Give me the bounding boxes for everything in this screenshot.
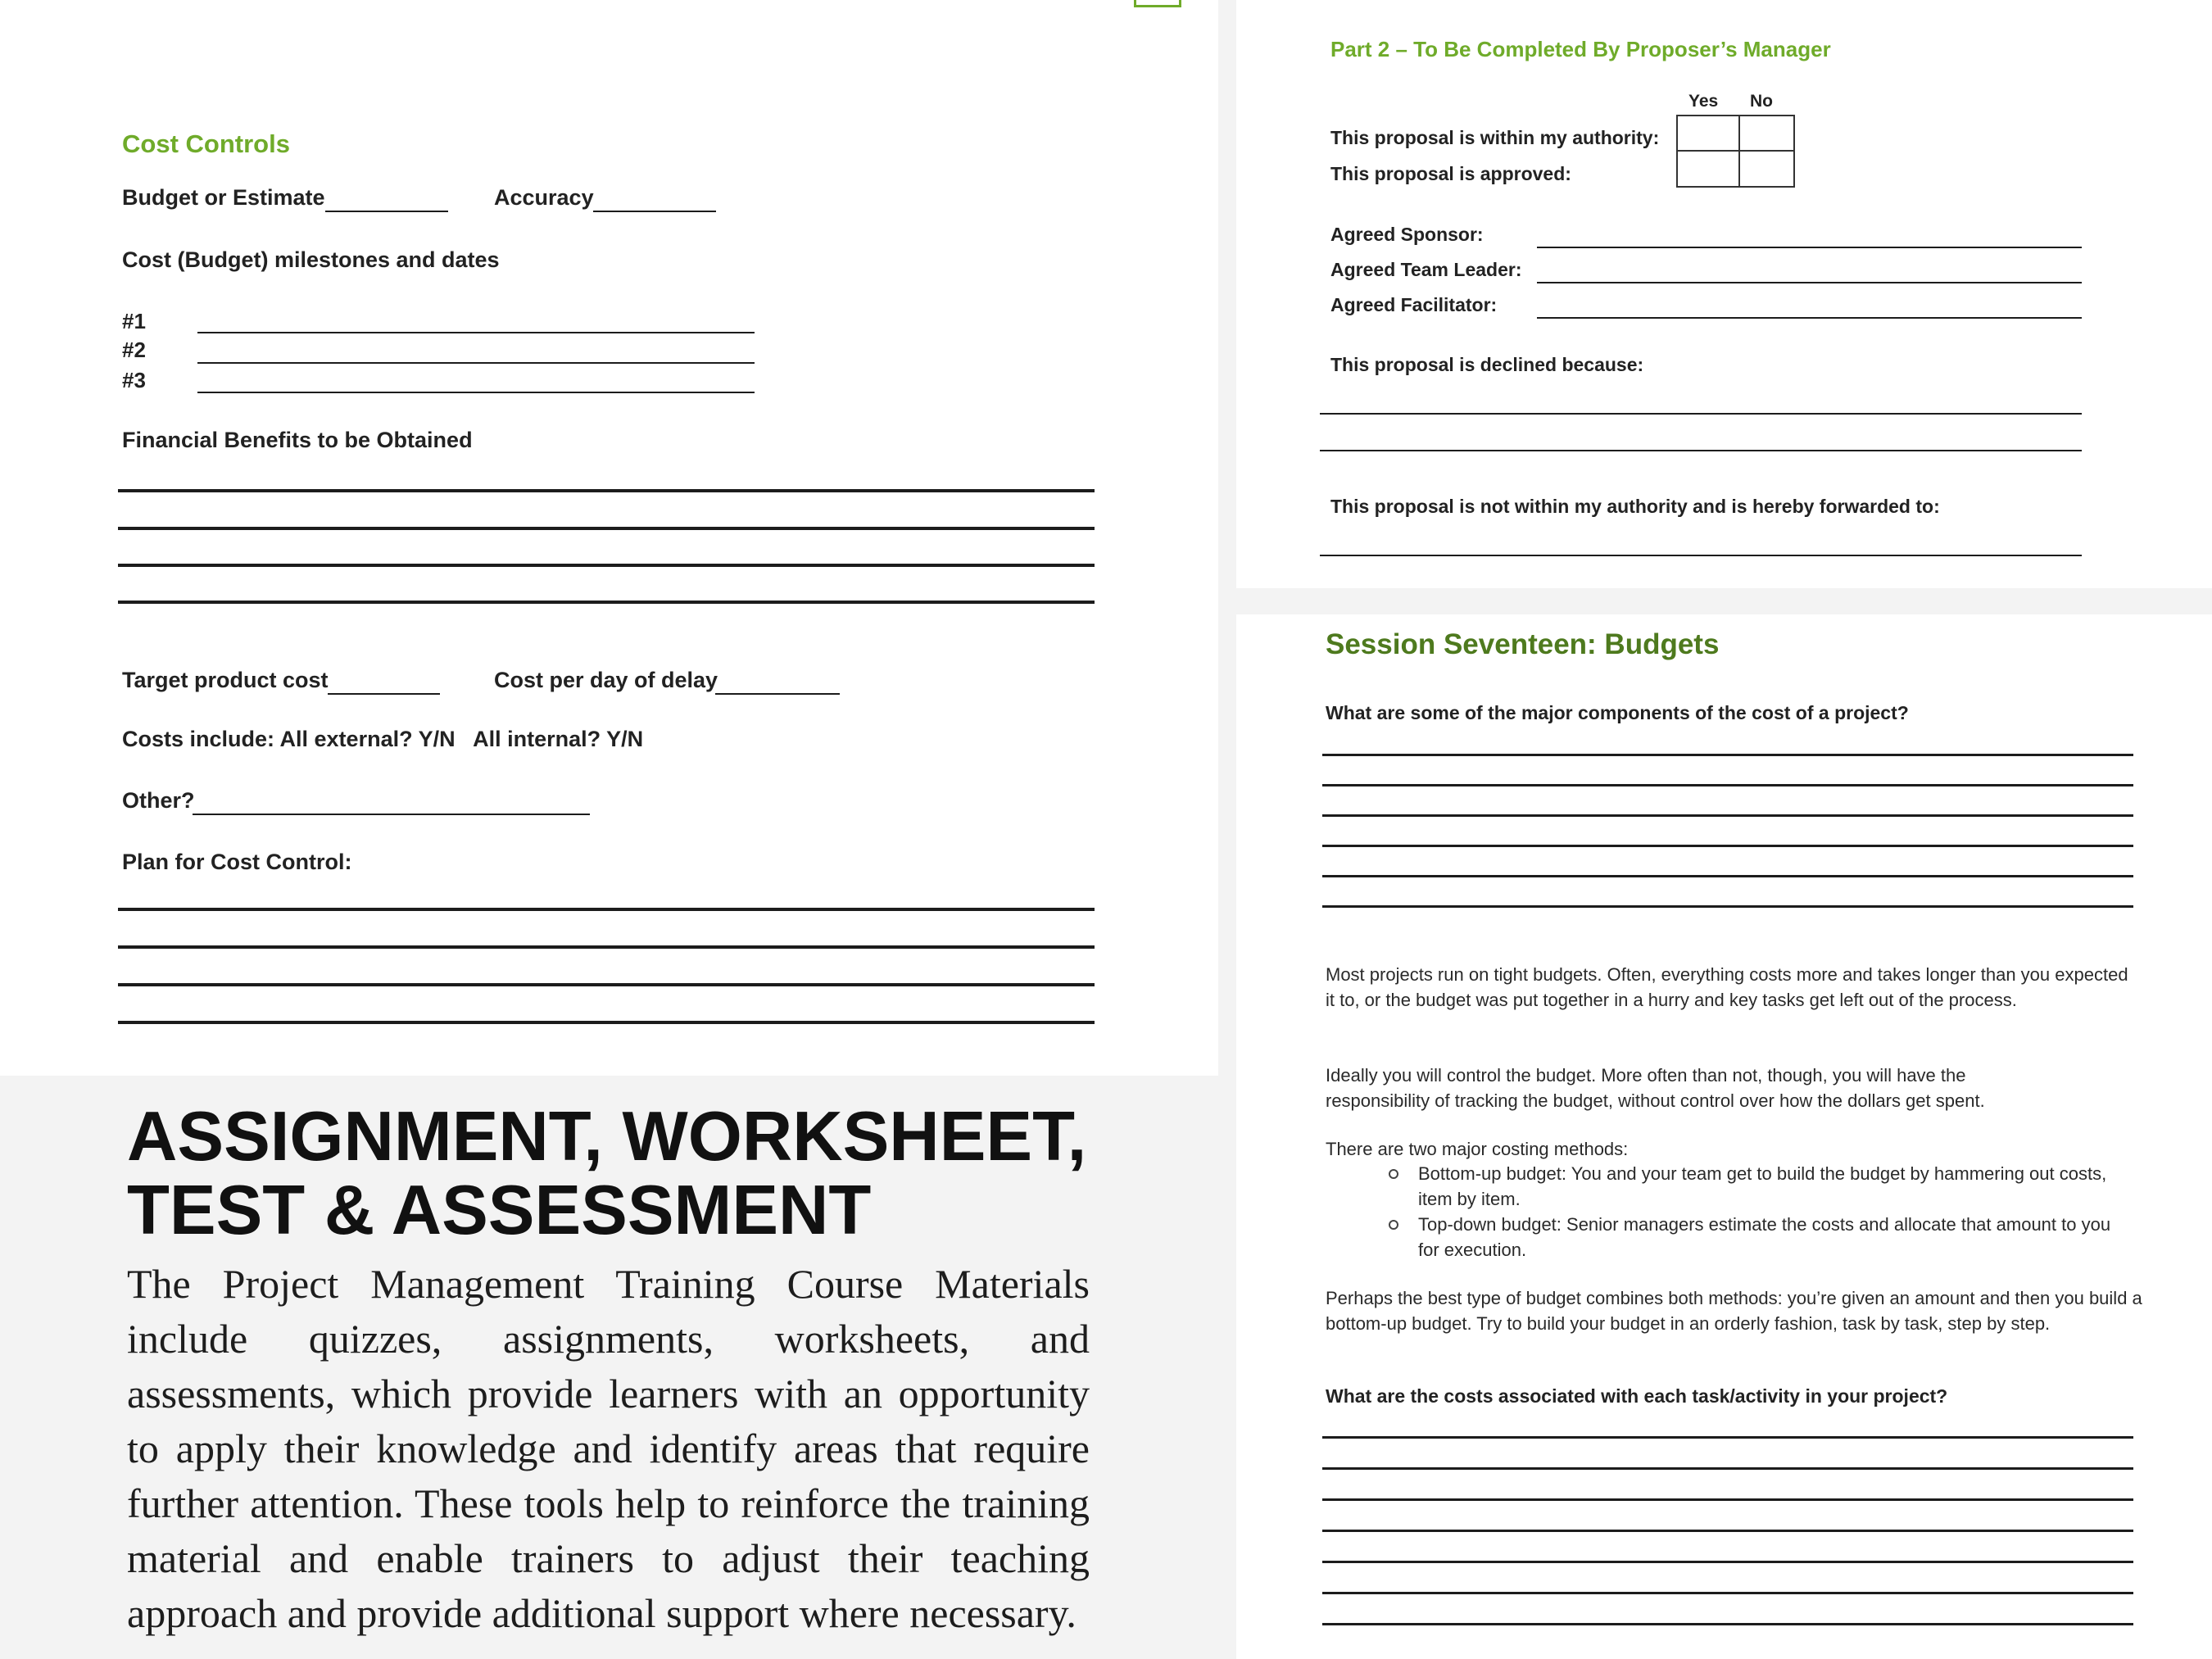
plan-line[interactable] — [118, 945, 1095, 949]
authority-yes-checkbox[interactable] — [1676, 115, 1740, 152]
plan-line[interactable] — [118, 908, 1095, 911]
answer-1-line[interactable] — [1322, 875, 2133, 877]
milestone-1-line[interactable] — [197, 332, 755, 333]
target-cost-line[interactable] — [328, 693, 440, 695]
paragraph-2: Ideally you will control the budget. More often than not, though, you will have the responsibility of tracking the budget, without control over how the dollars get spent. — [1326, 1065, 1985, 1111]
answer-2-line[interactable] — [1322, 1623, 2133, 1625]
paragraph-4: Perhaps the best type of budget combines both methods: you’re given an amount and then you build a bottom-up budget. Try to build your budget in an orderly fashion, task by task, step by step. — [1326, 1288, 2142, 1334]
paragraph-1: Most projects run on tight budgets. Often, everything costs more and takes longer than you expected it to, or the budget was put together in a hurry and key tasks get left out of the process. — [1326, 964, 2128, 1010]
promo-title-line2: TEST & ASSESSMENT — [127, 1172, 872, 1249]
answer-1-line[interactable] — [1322, 845, 2133, 847]
plan-line[interactable] — [118, 1021, 1095, 1024]
milestones-label: Cost (Budget) milestones and dates — [122, 247, 500, 272]
facilitator-line[interactable] — [1537, 317, 2082, 319]
bullet-item — [1418, 1161, 2135, 1212]
authority-label: This proposal is within my authority: — [1330, 127, 1660, 148]
costs-include-label: Costs include: All external? Y/N All internal? Y/N — [122, 727, 644, 751]
budgets-session-page — [1236, 614, 2212, 1659]
facilitator-label: Agreed Facilitator: — [1330, 294, 1498, 315]
accuracy-label: Accuracy — [494, 185, 594, 210]
approved-yes-checkbox[interactable] — [1676, 150, 1740, 188]
manager-approval-page — [1236, 0, 2212, 588]
cost-controls-heading: Cost Controls — [122, 129, 290, 158]
other-line[interactable] — [193, 814, 590, 815]
bullet-text: Bottom-up budget: You and your team get to build the budget by hammering out costs, item by item. — [1418, 1163, 2107, 1209]
sponsor-line[interactable] — [1537, 247, 2082, 248]
milestone-2-label: #2 — [122, 338, 146, 362]
answer-2-line[interactable] — [1322, 1436, 2133, 1439]
declined-line[interactable] — [1320, 413, 2082, 415]
delay-cost-line[interactable] — [715, 693, 840, 695]
bullet-item — [1418, 1212, 2135, 1262]
delay-cost-label: Cost per day of delay — [494, 668, 718, 692]
answer-1-line[interactable] — [1322, 754, 2133, 756]
milestone-3-line[interactable] — [197, 392, 755, 393]
approved-label: This proposal is approved: — [1330, 163, 1571, 184]
plan-label: Plan for Cost Control: — [122, 850, 352, 874]
budget-label: Budget or Estimate — [122, 185, 325, 210]
benefits-line[interactable] — [118, 601, 1095, 604]
sponsor-label: Agreed Sponsor: — [1330, 224, 1484, 245]
benefits-label: Financial Benefits to be Obtained — [122, 428, 473, 452]
approved-no-checkbox[interactable] — [1738, 150, 1795, 188]
benefits-line[interactable] — [118, 564, 1095, 567]
question-1: What are some of the major components of the cost of a project? — [1326, 702, 1909, 723]
answer-2-line[interactable] — [1322, 1592, 2133, 1594]
benefits-line[interactable] — [118, 527, 1095, 530]
forwarded-label: This proposal is not within my authority and is hereby forwarded to: — [1330, 496, 1940, 517]
bullet-circle-icon — [1389, 1220, 1398, 1230]
authority-no-checkbox[interactable] — [1738, 115, 1795, 152]
milestone-3-label: #3 — [122, 368, 146, 392]
part2-heading: Part 2 – To Be Completed By Proposer’s Manager — [1330, 37, 1831, 61]
milestone-2-line[interactable] — [197, 362, 755, 364]
promo-description: The Project Management Training Course Materials include quizzes, assignments, worksheets, and assessments, which provide learners with an opportunity to apply their knowledge and identify areas that require further attention. These tools help to reinforce the training material and enable trainers to adjust their teaching approach and provide additional support where necessary. — [127, 1261, 1090, 1636]
forwarded-line[interactable] — [1320, 555, 2082, 556]
accuracy-line[interactable] — [593, 211, 716, 212]
paragraph-3: There are two major costing methods: — [1326, 1139, 1629, 1159]
no-column-label: No — [1750, 92, 1773, 111]
answer-1-line[interactable] — [1322, 784, 2133, 786]
session-heading: Session Seventeen: Budgets — [1326, 628, 1720, 660]
declined-label: This proposal is declined because: — [1330, 354, 1644, 375]
cost-controls-page — [0, 0, 1218, 1076]
answer-2-line[interactable] — [1322, 1467, 2133, 1470]
page-corner-mark — [1134, 0, 1181, 7]
answer-1-line[interactable] — [1322, 905, 2133, 908]
declined-line[interactable] — [1320, 450, 2082, 451]
answer-2-line[interactable] — [1322, 1530, 2133, 1532]
team-leader-label: Agreed Team Leader: — [1330, 259, 1522, 280]
question-2: What are the costs associated with each task/activity in your project? — [1326, 1385, 1948, 1407]
milestone-1-label: #1 — [122, 309, 146, 333]
yes-column-label: Yes — [1688, 92, 1719, 111]
promo-title-line1: ASSIGNMENT, WORKSHEET, — [127, 1098, 1087, 1176]
answer-1-line[interactable] — [1322, 814, 2133, 817]
benefits-line[interactable] — [118, 489, 1095, 492]
answer-2-line[interactable] — [1322, 1561, 2133, 1563]
answer-2-line[interactable] — [1322, 1498, 2133, 1501]
team-leader-line[interactable] — [1537, 282, 2082, 283]
target-cost-label: Target product cost — [122, 668, 329, 692]
bullet-circle-icon — [1389, 1169, 1398, 1179]
bullet-text: Top-down budget: Senior managers estimate the costs and allocate that amount to you for execution. — [1418, 1214, 2111, 1260]
plan-line[interactable] — [118, 983, 1095, 986]
other-label: Other? — [122, 788, 195, 813]
budget-line[interactable] — [325, 211, 448, 212]
